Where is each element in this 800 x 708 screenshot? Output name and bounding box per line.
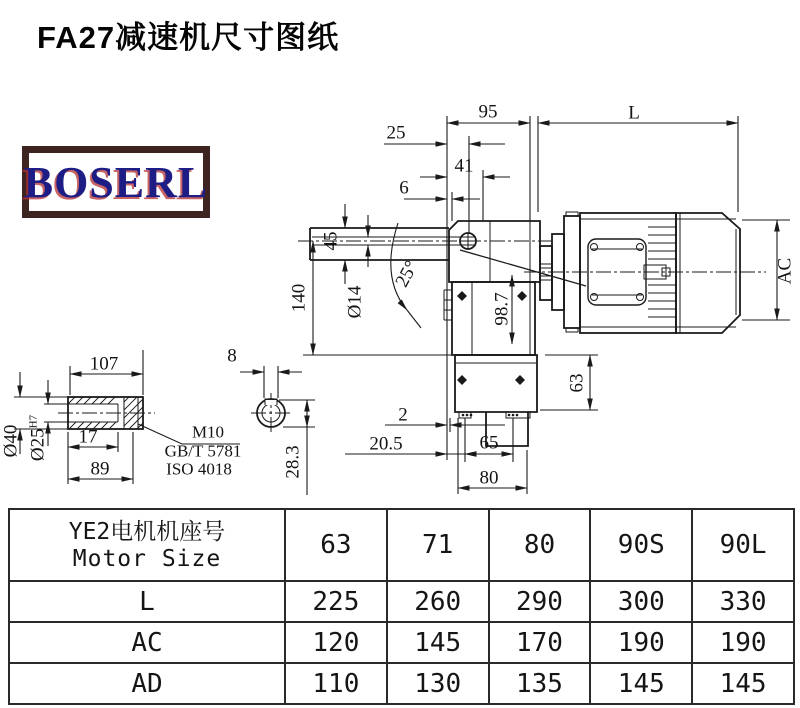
dimension-drawing (0, 88, 800, 508)
table-cell: 130 (387, 663, 489, 704)
dim-L: L (628, 102, 640, 124)
table-cell: 190 (590, 622, 692, 663)
dim-80: 80 (479, 467, 499, 489)
dim-2: 2 (398, 404, 408, 426)
table-cell: 145 (387, 622, 489, 663)
dim-key-28-3: 28.3 (282, 445, 304, 479)
table-cell: 120 (285, 622, 387, 663)
dim-65: 65 (479, 432, 499, 454)
table-cell: 190 (692, 622, 794, 663)
dim-dia25-tolerance: H7 (27, 414, 40, 429)
dim-dia25: Ø25 (27, 428, 49, 462)
column-header-90S: 90S (590, 509, 692, 581)
table-row-AC (9, 622, 794, 663)
dim-140: 140 (288, 283, 310, 313)
leader-lines (20, 144, 513, 454)
standard-gbt5781: GB/T 5781 (164, 441, 242, 461)
header-motor-size-en: Motor Size (72, 546, 222, 573)
dim-98-7: 98.7 (491, 292, 513, 326)
standard-iso4018: ISO 4018 (166, 459, 232, 479)
gearbox-outline (310, 221, 586, 446)
motor-outline (540, 213, 740, 333)
table-header-row (9, 509, 794, 581)
dimension-lines (68, 123, 777, 488)
header-motor-size (9, 509, 285, 581)
header-motor-size-cn: YE2电机机座号 (68, 518, 226, 545)
column-header-63: 63 (285, 509, 387, 581)
table-cell: 260 (387, 581, 489, 622)
object-details (312, 212, 736, 418)
dim-6: 6 (399, 177, 409, 199)
table-cell: 110 (285, 663, 387, 704)
row-label-L: L (9, 581, 285, 622)
dim-25: 25 (386, 122, 406, 144)
table-cell: 170 (489, 622, 591, 663)
dim-key-8: 8 (227, 345, 237, 367)
table-cell: 135 (489, 663, 591, 704)
dim-95: 95 (478, 101, 498, 123)
dim-63: 63 (566, 373, 588, 393)
motor-size-table (8, 508, 795, 704)
dim-AC: AC (774, 257, 796, 285)
table-cell: 225 (285, 581, 387, 622)
column-header-90L: 90L (692, 509, 794, 581)
dim-dia14: Ø14 (344, 285, 366, 319)
dim-45: 45 (320, 231, 342, 251)
boserl-logo-text: BOSERL (23, 157, 209, 207)
table-cell: 290 (489, 581, 591, 622)
column-header-80: 80 (489, 509, 591, 581)
row-label-AD: AD (9, 663, 285, 704)
dim-107: 107 (89, 353, 119, 375)
dim-89: 89 (90, 458, 110, 480)
row-label-AC: AC (9, 622, 285, 663)
dim-17: 17 (78, 426, 98, 448)
table-cell: 145 (590, 663, 692, 704)
table-cell: 145 (692, 663, 794, 704)
table-row-AD (9, 663, 794, 704)
dim-41: 41 (454, 155, 474, 177)
angle-leader-tail (407, 310, 421, 328)
table-row-L (9, 581, 794, 622)
table-cell: 300 (590, 581, 692, 622)
table-cell: 330 (692, 581, 794, 622)
thread-spec-m10: M10 (191, 422, 225, 442)
dim-angle-25deg: 25° (391, 257, 423, 291)
dim-20-5: 20.5 (369, 433, 403, 455)
page-title: FA27减速机尺寸图纸 (37, 20, 340, 55)
column-header-71: 71 (387, 509, 489, 581)
dim-dia40: Ø40 (0, 424, 22, 458)
dim-dia25-h7 (28, 415, 47, 461)
